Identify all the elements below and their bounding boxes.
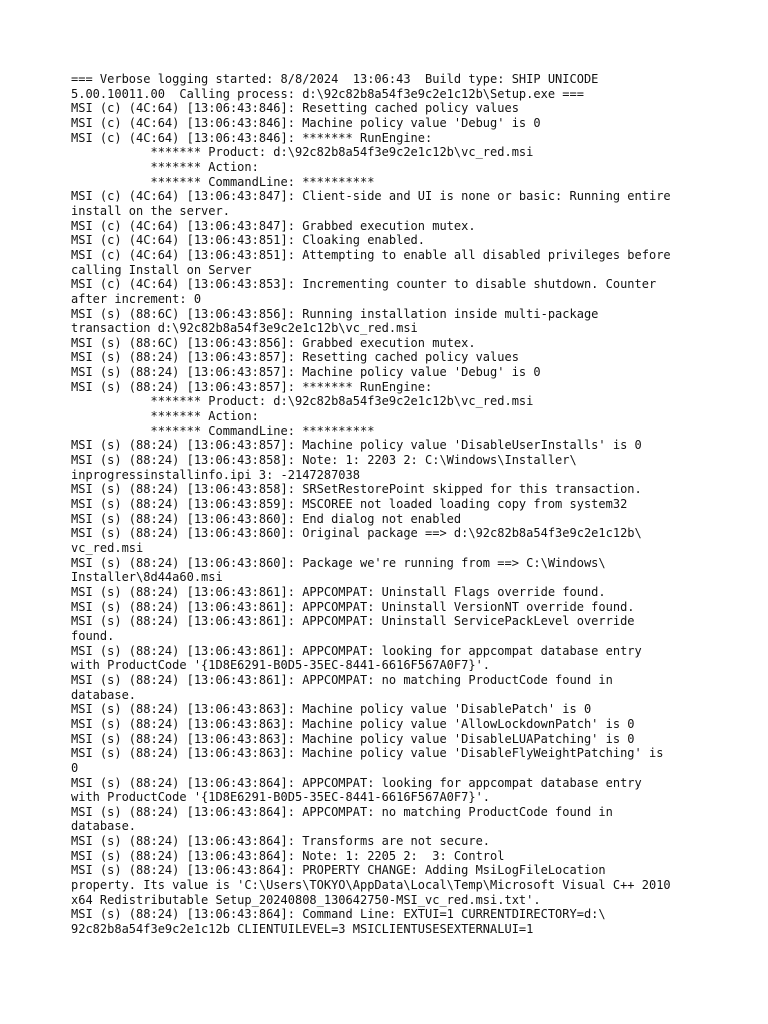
log-line: MSI (c) (4C:64) [13:06:43:851]: Attempting to enable all disabled privileges before [71,247,671,262]
log-line: MSI (s) (88:24) [13:06:43:863]: Machine policy value 'DisableLUAPatching' is 0 [71,731,635,746]
log-line: === Verbose logging started: 8/8/2024 13:06:43 Build type: SHIP UNICODE [71,72,599,86]
log-line: MSI (s) (88:24) [13:06:43:857]: Machine policy value 'DisableUserInstalls' is 0 [71,438,642,453]
log-line: ******* Action: [71,159,259,174]
log-line: MSI (c) (4C:64) [13:06:43:847]: Grabbed execution mutex. [71,218,476,233]
log-line: MSI (s) (88:24) [13:06:43:860]: End dialog not enabled [71,511,462,526]
log-line: MSI (s) (88:24) [13:06:43:858]: SRSetRestorePoint skipped for this transaction. [71,482,642,497]
log-line: MSI (c) (4C:64) [13:06:43:846]: Machine policy value 'Debug' is 0 [71,115,541,130]
log-line: ******* Product: d:\92c82b8a54f3e9c2e1c12b\vc_red.msi [71,145,534,160]
log-line: MSI (s) (88:24) [13:06:43:864]: PROPERTY CHANGE: Adding MsiLogFileLocation [71,863,606,878]
log-line: 5.00.10011.00 Calling process: d:\92c82b8a54f3e9c2e1c12b\Setup.exe === [71,86,584,101]
log-line: MSI (s) (88:24) [13:06:43:863]: Machine policy value 'DisablePatch' is 0 [71,702,592,717]
log-line: MSI (s) (88:24) [13:06:43:859]: MSCOREE not loaded loading copy from system32 [71,497,628,512]
log-line: MSI (s) (88:24) [13:06:43:864]: APPCOMPAT: no matching ProductCode found in [71,804,613,819]
log-line: property. Its value is 'C:\Users\TOKYO\AppData\Local\Temp\Microsoft Visual C++ 2010 [71,878,671,893]
log-line: after increment: 0 [71,291,202,306]
log-line: MSI (c) (4C:64) [13:06:43:851]: Cloaking enabled. [71,233,426,248]
log-line: 0 [71,760,79,775]
log-line: install on the server. [71,203,230,218]
log-line: ******* CommandLine: ********** [71,174,375,189]
log-line: 92c82b8a54f3e9c2e1c12b CLIENTUILEVEL=3 MSICLIENTUSESEXTERNALUI=1 [71,922,534,937]
log-line: with ProductCode '{1D8E6291-B0D5-35EC-8441-6616F567A0F7}'. [71,790,491,805]
log-line: MSI (s) (88:24) [13:06:43:861]: APPCOMPAT: Uninstall ServicePackLevel override [71,614,635,629]
log-line: ******* Product: d:\92c82b8a54f3e9c2e1c12b\vc_red.msi [71,394,534,409]
log-line: inprogressinstallinfo.ipi 3: -2147287038 [71,467,360,482]
log-line: MSI (s) (88:24) [13:06:43:861]: APPCOMPAT: no matching ProductCode found in [71,672,613,687]
log-line: MSI (s) (88:24) [13:06:43:863]: Machine policy value 'DisableFlyWeightPatching' is [71,746,664,761]
log-line: MSI (s) (88:24) [13:06:43:861]: APPCOMPAT: looking for appcompat database entry [71,643,642,658]
log-line: ******* Action: [71,409,259,424]
log-line: MSI (s) (88:24) [13:06:43:864]: Transforms are not secure. [71,834,491,849]
log-line: transaction d:\92c82b8a54f3e9c2e1c12b\vc_red.msi [71,321,418,336]
log-line: MSI (c) (4C:64) [13:06:43:847]: Client-side and UI is none or basic: Running entire [71,189,671,204]
log-line: MSI (s) (88:24) [13:06:43:858]: Note: 1: 2203 2: C:\Windows\Installer\ [71,453,577,468]
log-line: MSI (s) (88:6C) [13:06:43:856]: Running installation inside multi-package [71,306,599,321]
log-line: ******* CommandLine: ********** [71,423,375,438]
log-line: MSI (c) (4C:64) [13:06:43:846]: Resetting cached policy values [71,101,519,116]
log-line: calling Install on Server [71,262,252,277]
log-line: MSI (c) (4C:64) [13:06:43:846]: ******* RunEngine: [71,130,433,145]
log-line: MSI (s) (88:24) [13:06:43:860]: Package we're running from ==> C:\Windows\ [71,555,606,570]
log-line: MSI (s) (88:24) [13:06:43:857]: Machine policy value 'Debug' is 0 [71,365,541,380]
log-line: with ProductCode '{1D8E6291-B0D5-35EC-8441-6616F567A0F7}'. [71,658,491,673]
log-line: MSI (s) (88:24) [13:06:43:861]: APPCOMPAT: Uninstall Flags override found. [71,584,606,599]
log-line: MSI (s) (88:6C) [13:06:43:856]: Grabbed execution mutex. [71,335,476,350]
log-text [71,72,711,937]
log-line: database. [71,687,137,702]
log-line: found. [71,628,115,643]
log-line: MSI (s) (88:24) [13:06:43:857]: Resetting cached policy values [71,350,519,365]
log-line: database. [71,819,137,834]
log-line: Installer\8d44a60.msi [71,570,223,585]
log-line: MSI (s) (88:24) [13:06:43:857]: ******* RunEngine: [71,379,433,394]
log-line: vc_red.msi [71,541,144,555]
log-line: MSI (s) (88:24) [13:06:43:864]: APPCOMPAT: looking for appcompat database entry [71,775,642,790]
log-line: MSI (s) (88:24) [13:06:43:864]: Command Line: EXTUI=1 CURRENTDIRECTORY=d:\ [71,907,606,922]
log-line: MSI (s) (88:24) [13:06:43:863]: Machine policy value 'AllowLockdownPatch' is 0 [71,716,635,731]
log-line: MSI (s) (88:24) [13:06:43:864]: Note: 1: 2205 2: 3: Control [71,848,505,863]
log-line: MSI (c) (4C:64) [13:06:43:853]: Incrementing counter to disable shutdown. Counter [71,277,657,292]
log-line: x64 Redistributable Setup_20240808_130642750-MSI_vc_red.msi.txt'. [71,892,541,907]
log-line: MSI (s) (88:24) [13:06:43:860]: Original package ==> d:\92c82b8a54f3e9c2e1c12b\ [71,526,642,541]
log-line: MSI (s) (88:24) [13:06:43:861]: APPCOMPAT: Uninstall VersionNT override found. [71,599,635,614]
